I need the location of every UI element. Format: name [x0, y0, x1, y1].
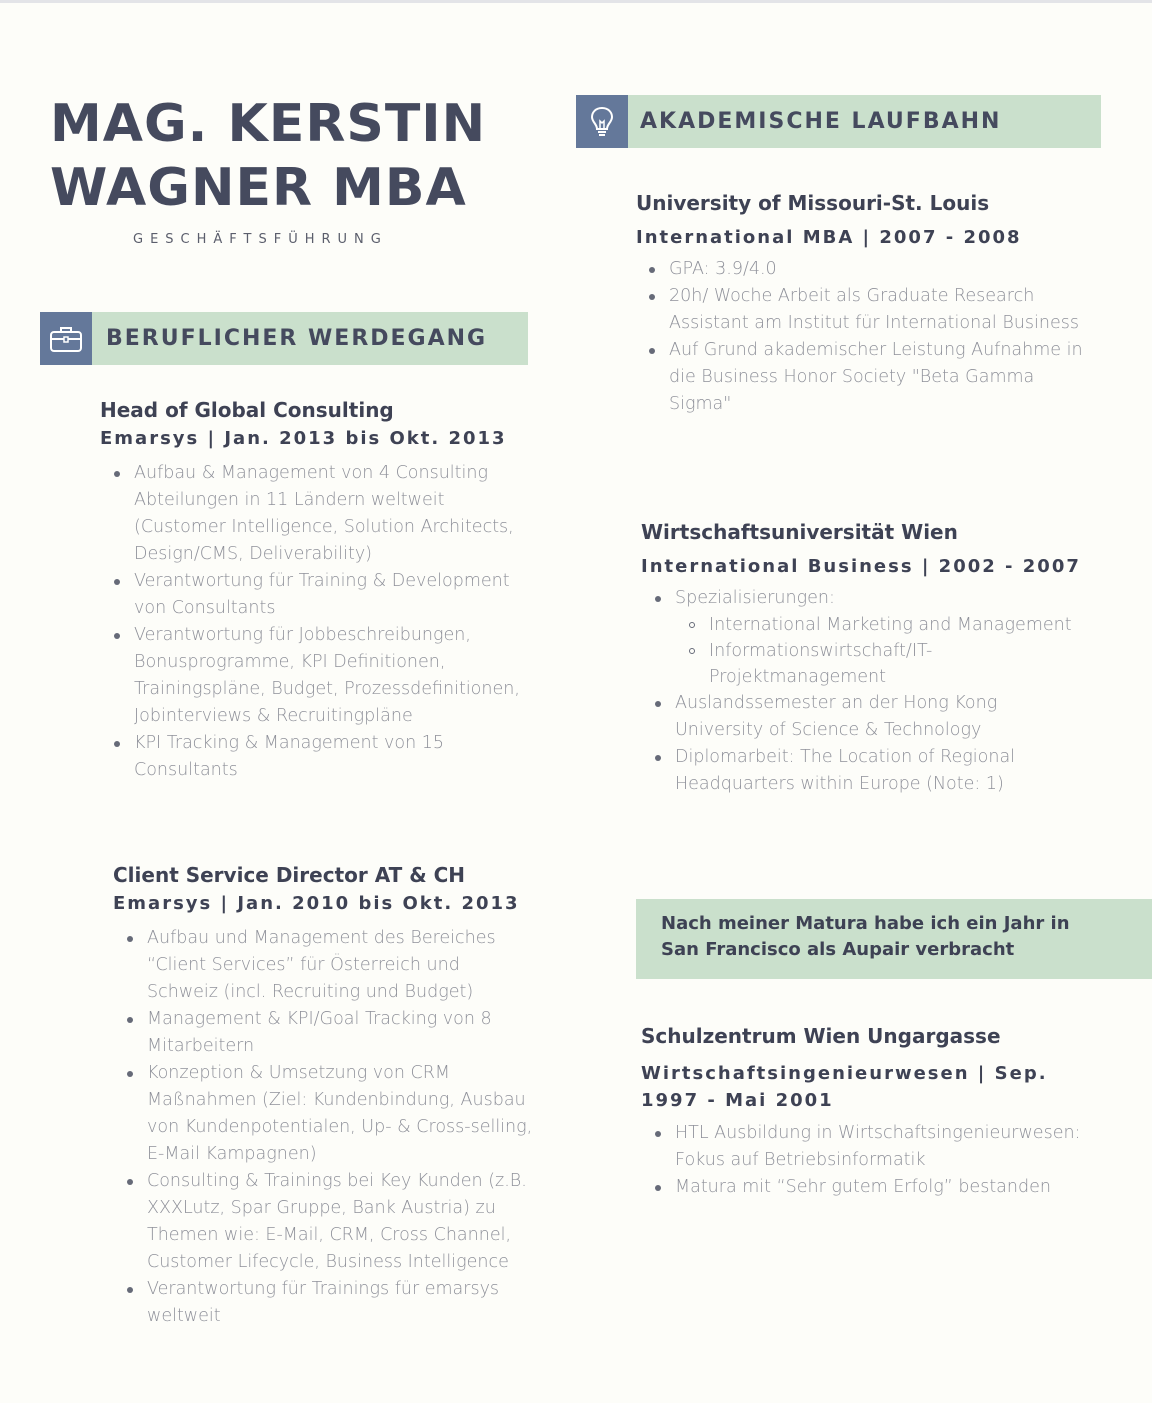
list-item: 20h/ Woche Arbeit als Graduate Research Assistant am Institut für International Business [647, 283, 1092, 337]
section-academic-title: AKADEMISCHE LAUFBAHN [640, 109, 1002, 134]
aupair-note-box [636, 899, 1152, 979]
job-entry [113, 863, 553, 1330]
list-item: HTL Ausbildung in Wirtschaftsingenieurwesen: Fokus auf Betriebsinformatik [653, 1120, 1098, 1174]
list-item: Auslandssemester an der Hong Kong University of Science & Technology [653, 690, 1088, 744]
education-bullets [653, 1120, 1098, 1201]
name-line-2: WAGNER MBA [50, 158, 467, 218]
education-bullets [653, 585, 1088, 798]
job-entry [100, 398, 540, 784]
job-bullets [112, 460, 522, 784]
degree-subtitle: International MBA | 2007 - 2008 [636, 227, 1022, 248]
person-name [50, 92, 530, 220]
sub-list-item: International Marketing and Management [675, 612, 1088, 638]
list-item: Verantwortung für Training & Development von Consultants [112, 568, 522, 622]
briefcase-icon [40, 312, 92, 365]
degree-subtitle: Wirtschaftsingenieurwesen | Sep. 1997 - Mai 2001 [641, 1063, 1048, 1111]
school-title: Wirtschaftsuniversität Wien [641, 520, 958, 544]
school-title: University of Missouri-St. Louis [636, 191, 990, 215]
job-subtitle: Emarsys | Jan. 2010 bis Okt. 2013 [113, 893, 520, 914]
list-item: GPA: 3.9/4.0 [647, 256, 1092, 283]
name-line-1: MAG. KERSTIN [50, 94, 487, 154]
top-border [0, 0, 1152, 3]
job-title: Client Service Director AT & CH [113, 863, 466, 887]
job-bullets [125, 925, 535, 1330]
sub-list-item: Informationswirtschaft/IT-Projektmanagement [675, 638, 1088, 690]
school-title: Schulzentrum Wien Ungargasse [641, 1024, 1001, 1048]
list-item: Verantwortung für Jobbeschreibungen, Bonusprogramme, KPI Definitionen, Trainingspläne, Budget, Prozessdefinitionen, Jobinterviews & Recruitingpläne [112, 622, 522, 730]
education-entry [641, 1024, 1106, 1201]
list-item: Consulting & Trainings bei Key Kunden (z.B. XXXLutz, Spar Gruppe, Bank Austria) zu Themen wie: E-Mail, CRM, Cross Channel, Customer Lifecycle, Business Intelligence [125, 1168, 535, 1276]
list-item: Matura mit “Sehr gutem Erfolg” bestanden [653, 1174, 1098, 1201]
education-entry [641, 520, 1106, 798]
list-item: Verantwortung für Trainings für emarsys weltweit [125, 1276, 535, 1330]
aupair-note-text: Nach meiner Matura habe ich ein Jahr in San Francisco als Aupair verbracht [661, 913, 1070, 960]
list-item: Management & KPI/Goal Tracking von 8 Mitarbeitern [125, 1006, 535, 1060]
list-item: Aufbau und Management des Bereiches “Client Services” für Österreich und Schweiz (incl. Recruiting und Budget) [125, 925, 535, 1006]
section-academic-header [576, 95, 1101, 148]
education-entry [636, 191, 1106, 418]
list-item: Konzeption & Umsetzung von CRM Maßnahmen (Ziel: Kundenbindung, Ausbau von Kundenpotentialen, Up- & Cross-selling, E-Mail Kampagnen) [125, 1060, 535, 1168]
list-item: KPI Tracking & Management von 15 Consultants [112, 730, 522, 784]
list-item [653, 585, 1088, 690]
sub-list [675, 612, 1088, 690]
job-title: Head of Global Consulting [100, 398, 394, 422]
list-item: Diplomarbeit: The Location of Regional Headquarters within Europe (Note: 1) [653, 744, 1088, 798]
job-subtitle: Emarsys | Jan. 2013 bis Okt. 2013 [100, 428, 507, 449]
education-bullets [647, 256, 1092, 418]
lightbulb-icon [576, 95, 628, 148]
list-item-heading: Spezialisierungen: [675, 588, 835, 608]
list-item: Auf Grund akademischer Leistung Aufnahme in die Business Honor Society "Beta Gamma Sigma" [647, 337, 1092, 418]
degree-subtitle: International Business | 2002 - 2007 [641, 556, 1081, 577]
section-career-title: BERUFLICHER WERDEGANG [106, 326, 488, 351]
section-career-header [40, 312, 528, 365]
list-item: Aufbau & Management von 4 Consulting Abteilungen in 11 Ländern weltweit (Customer Intelligence, Solution Architects, Design/CMS, Deliverability) [112, 460, 522, 568]
job-role-subtitle: GESCHÄFTSFÜHRUNG [133, 232, 388, 247]
